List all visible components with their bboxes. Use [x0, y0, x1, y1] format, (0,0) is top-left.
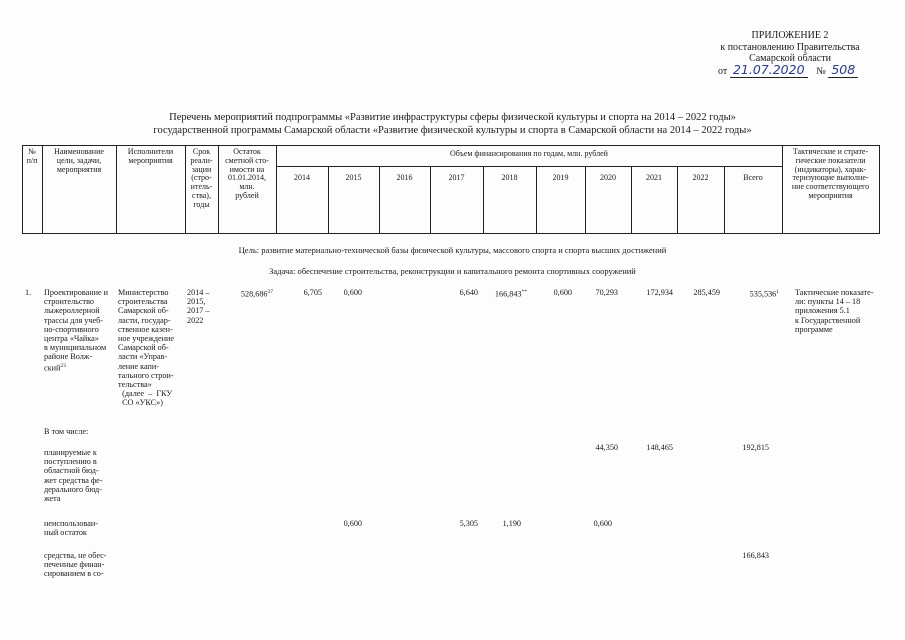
annex-line-2: к постановлению Правительства — [720, 41, 860, 53]
handwritten-number: 508 — [828, 62, 858, 78]
remainder-footnote: 37 — [267, 289, 273, 295]
sub-unused-label: неиспользован- ный остаток — [44, 519, 98, 538]
document-title-line-1: Перечень мероприятий подпрограммы «Развитие инфраструктуры сферы физической культуры и спорта на 2014 – 2022 годы» — [169, 112, 736, 123]
annex-date-row — [718, 62, 858, 78]
task-text: Задача: обеспечение строительства, реконструкции и капитального ремонта спортивных сооружений — [269, 266, 636, 276]
sub-federal-2021: 148,465 — [646, 443, 673, 452]
year-2016: 2016 — [396, 173, 413, 182]
including-label: В том числе: — [44, 427, 89, 436]
sub-unused-2017: 5,305 — [459, 519, 478, 528]
header-name: Наименование цели, задачи, мероприятия — [54, 147, 104, 174]
vline — [879, 145, 880, 234]
measure-name-text: Проектирование и строительство лыжероллерной трассы для учеб- но-спортивного центра «Чайка» в муниципальном районе Волж- ский — [44, 288, 109, 373]
sub-federal-2020: 44,350 — [595, 443, 618, 452]
header-remainder: Остаток сметной сто- имости на 01.01.2014, млн. рублей — [225, 147, 269, 200]
sub-federal-total: 192,815 — [742, 443, 769, 452]
value-2017: 6,640 — [459, 288, 478, 297]
number-prefix: № — [816, 66, 826, 77]
measure-term: 2014 – 2015, 2017 – 2022 — [187, 288, 210, 325]
date-prefix: от — [718, 66, 728, 77]
value-2015: 0,600 — [343, 288, 362, 297]
sub-unused-2015: 0,600 — [343, 519, 362, 528]
value-2018 — [495, 288, 527, 299]
header-funding: Объем финансирования по годам, млн. рублей — [450, 149, 608, 158]
header-bottom-border — [22, 233, 880, 234]
remainder-value — [241, 288, 273, 299]
year-2015: 2015 — [345, 173, 362, 182]
header-term: Срок реали- зации (стро- итель- ства), годы — [190, 147, 213, 209]
header-top-border — [22, 145, 880, 146]
document-title-line-2: государственной программы Самарской области «Развитие физической культуры и спорта в Самарской области на 2014 – 2022 годы» — [153, 125, 752, 136]
sub-unfunded-label: средства, не обес- печенные финан- сированием в со- — [44, 551, 107, 579]
value-total-footnote: 1 — [776, 289, 779, 295]
measure-executor: Министерство строительства Самарской об- ласти, государ- ственное казен- ное учреждение Самарской об- ласти «Управ- ление капи- тального строи- тельства» (далее – ГКУ СО «УКС») — [118, 288, 175, 408]
year-2021: 2021 — [646, 173, 662, 182]
year-2017: 2017 — [448, 173, 465, 182]
header-executors: Исполнители мероприятия — [127, 147, 174, 165]
sub-unused-2018: 1,190 — [502, 519, 521, 528]
value-2014: 6,705 — [303, 288, 322, 297]
measure-name — [44, 288, 108, 373]
year-2018: 2018 — [501, 173, 518, 182]
sub-unfunded-total: 166,843 — [742, 551, 769, 560]
value-2020: 70,293 — [595, 288, 618, 297]
goal-text: Цель: развитие материально-технической базы физической культуры, массового спорта и спорта высших достижений — [238, 245, 667, 255]
sub-federal-label: планируемые к поступлению в областной бюд- жет средства фе- дерального бюд- жета — [44, 448, 103, 504]
header-num: № п/п — [26, 147, 38, 165]
value-total-number: 535,536 — [749, 289, 777, 299]
header-funding-divider — [276, 166, 782, 167]
value-2018-number: 166,843 — [494, 289, 522, 299]
year-2020: 2020 — [600, 173, 616, 182]
value-2022: 285,459 — [693, 288, 720, 297]
value-2018-footnote: ** — [521, 289, 527, 295]
year-2014: 2014 — [294, 173, 310, 182]
year-total: Всего — [743, 173, 763, 182]
value-2021: 172,934 — [646, 288, 673, 297]
sub-unused-2020: 0,600 — [593, 519, 612, 528]
measure-name-footnote: 23 — [60, 362, 66, 369]
year-2019: 2019 — [552, 173, 569, 182]
remainder-number: 528,686 — [240, 289, 268, 299]
annex-block — [690, 30, 890, 65]
value-total — [750, 288, 779, 299]
annex-title: ПРИЛОЖЕНИЕ 2 — [751, 30, 829, 41]
handwritten-date: 21.07.2020 — [730, 62, 808, 78]
year-2022: 2022 — [692, 173, 709, 182]
row-number: 1. — [25, 288, 32, 297]
header-indicators: Тактические и страте- гические показатели (индикаторы), харак- теризующие выполне- ние соответствующего мероприятия — [791, 147, 870, 200]
value-2019: 0,600 — [553, 288, 572, 297]
measure-indicators: Тактические показате- ли: пункты 14 – 18 приложения 5.1 к Государственной программе — [795, 288, 874, 334]
annex-line-3: Самарской области — [749, 53, 831, 64]
